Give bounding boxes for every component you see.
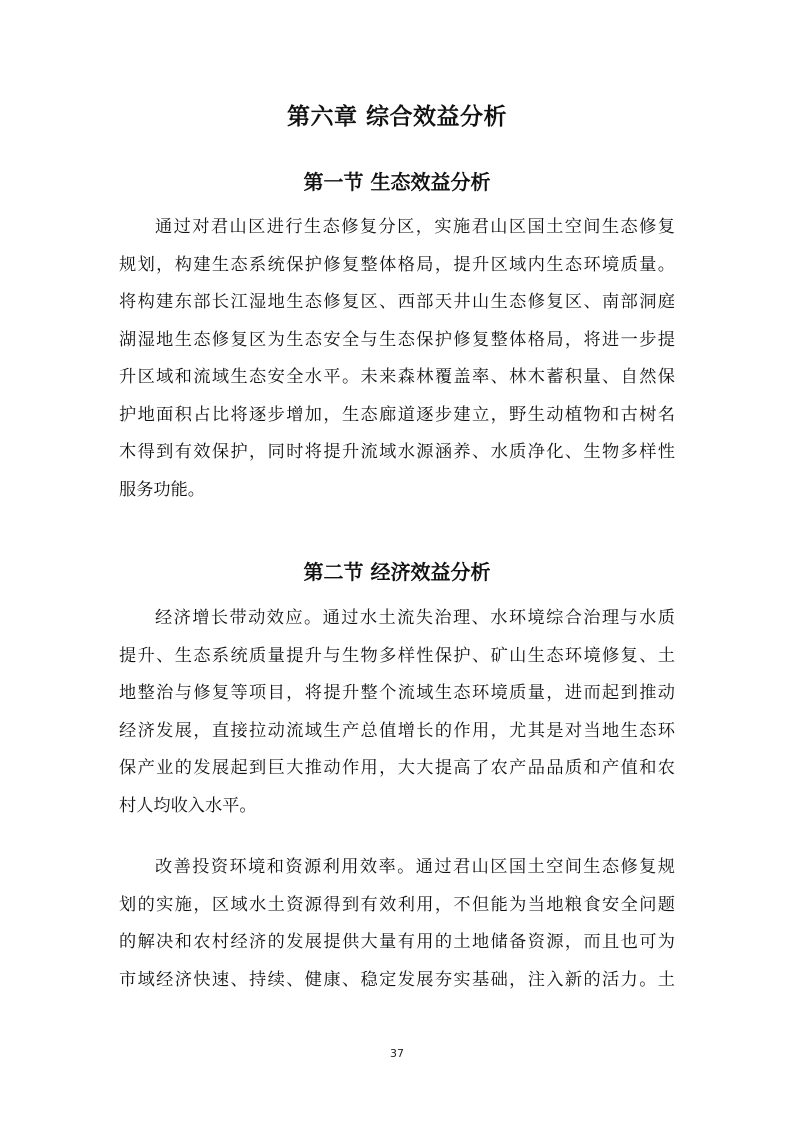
paragraph-line: 提升、生态系统质量提升与生物多样性保护、矿山生态环境修复、土: [119, 645, 675, 666]
paragraph-line: 保产业的发展起到巨大推动作用，大大提高了农产品品质和产值和农: [119, 758, 675, 778]
paragraph-economic-growth: [119, 600, 675, 825]
paragraph-line: 村人均收入水平。: [119, 795, 257, 816]
section-title-ecological: 第一节 生态效益分析: [303, 170, 491, 194]
paragraph-line: 经济发展，直接拉动流域生产总值增长的作用，尤其是对当地生态环: [119, 720, 675, 741]
paragraph-line: 划的实施，区域水土资源得到有效利用，不但能为当地粮食安全问题: [119, 894, 675, 915]
paragraph-line: 的解决和农村经济的发展提供大量有用的土地储备资源，而且也可为: [119, 932, 675, 952]
paragraph-line: 地整治与修复等项目，将提升整个流域生态环境质量，进而起到推动: [119, 683, 675, 703]
paragraph-line: 升区域和流域生态安全水平。未来森林覆盖率、林木蓄积量、自然保: [119, 367, 675, 387]
paragraph-line: 服务功能。: [119, 479, 205, 500]
paragraph-line: 改善投资环境和资源利用效率。通过君山区国土空间生态修复规: [155, 857, 675, 877]
paragraph-line: 经济增长带动效应。通过水土流失治理、水环境综合治理与水质: [155, 608, 675, 628]
paragraph-line: 规划，构建生态系统保护修复整体格局，提升区域内生态环境质量。: [119, 254, 675, 275]
paragraph-line: 木得到有效保护，同时将提升流域水源涵养、水质净化、生物多样性: [119, 442, 675, 462]
paragraph-investment-environment: [119, 849, 675, 999]
paragraph-line: 市域经济快速、持续、健康、稳定发展夯实基础，注入新的活力。土: [119, 969, 675, 990]
paragraph-ecological-benefits: [119, 209, 675, 509]
page-number: 37: [390, 1047, 404, 1060]
paragraph-line: 湖湿地生态修复区为生态安全与生态保护修复整体格局，将进一步提: [119, 329, 675, 350]
paragraph-line: 护地面积占比将逐步增加，生态廊道逐步建立，野生动植物和古树名: [119, 404, 675, 425]
section-title-economic: 第二节 经济效益分析: [303, 560, 491, 584]
paragraph-line: 将构建东部长江湿地生态修复区、西部天井山生态修复区、南部洞庭: [119, 292, 675, 312]
paragraph-line: 通过对君山区进行生态修复分区，实施君山区国土空间生态修复: [155, 217, 675, 237]
chapter-title: 第六章 综合效益分析: [286, 104, 507, 130]
